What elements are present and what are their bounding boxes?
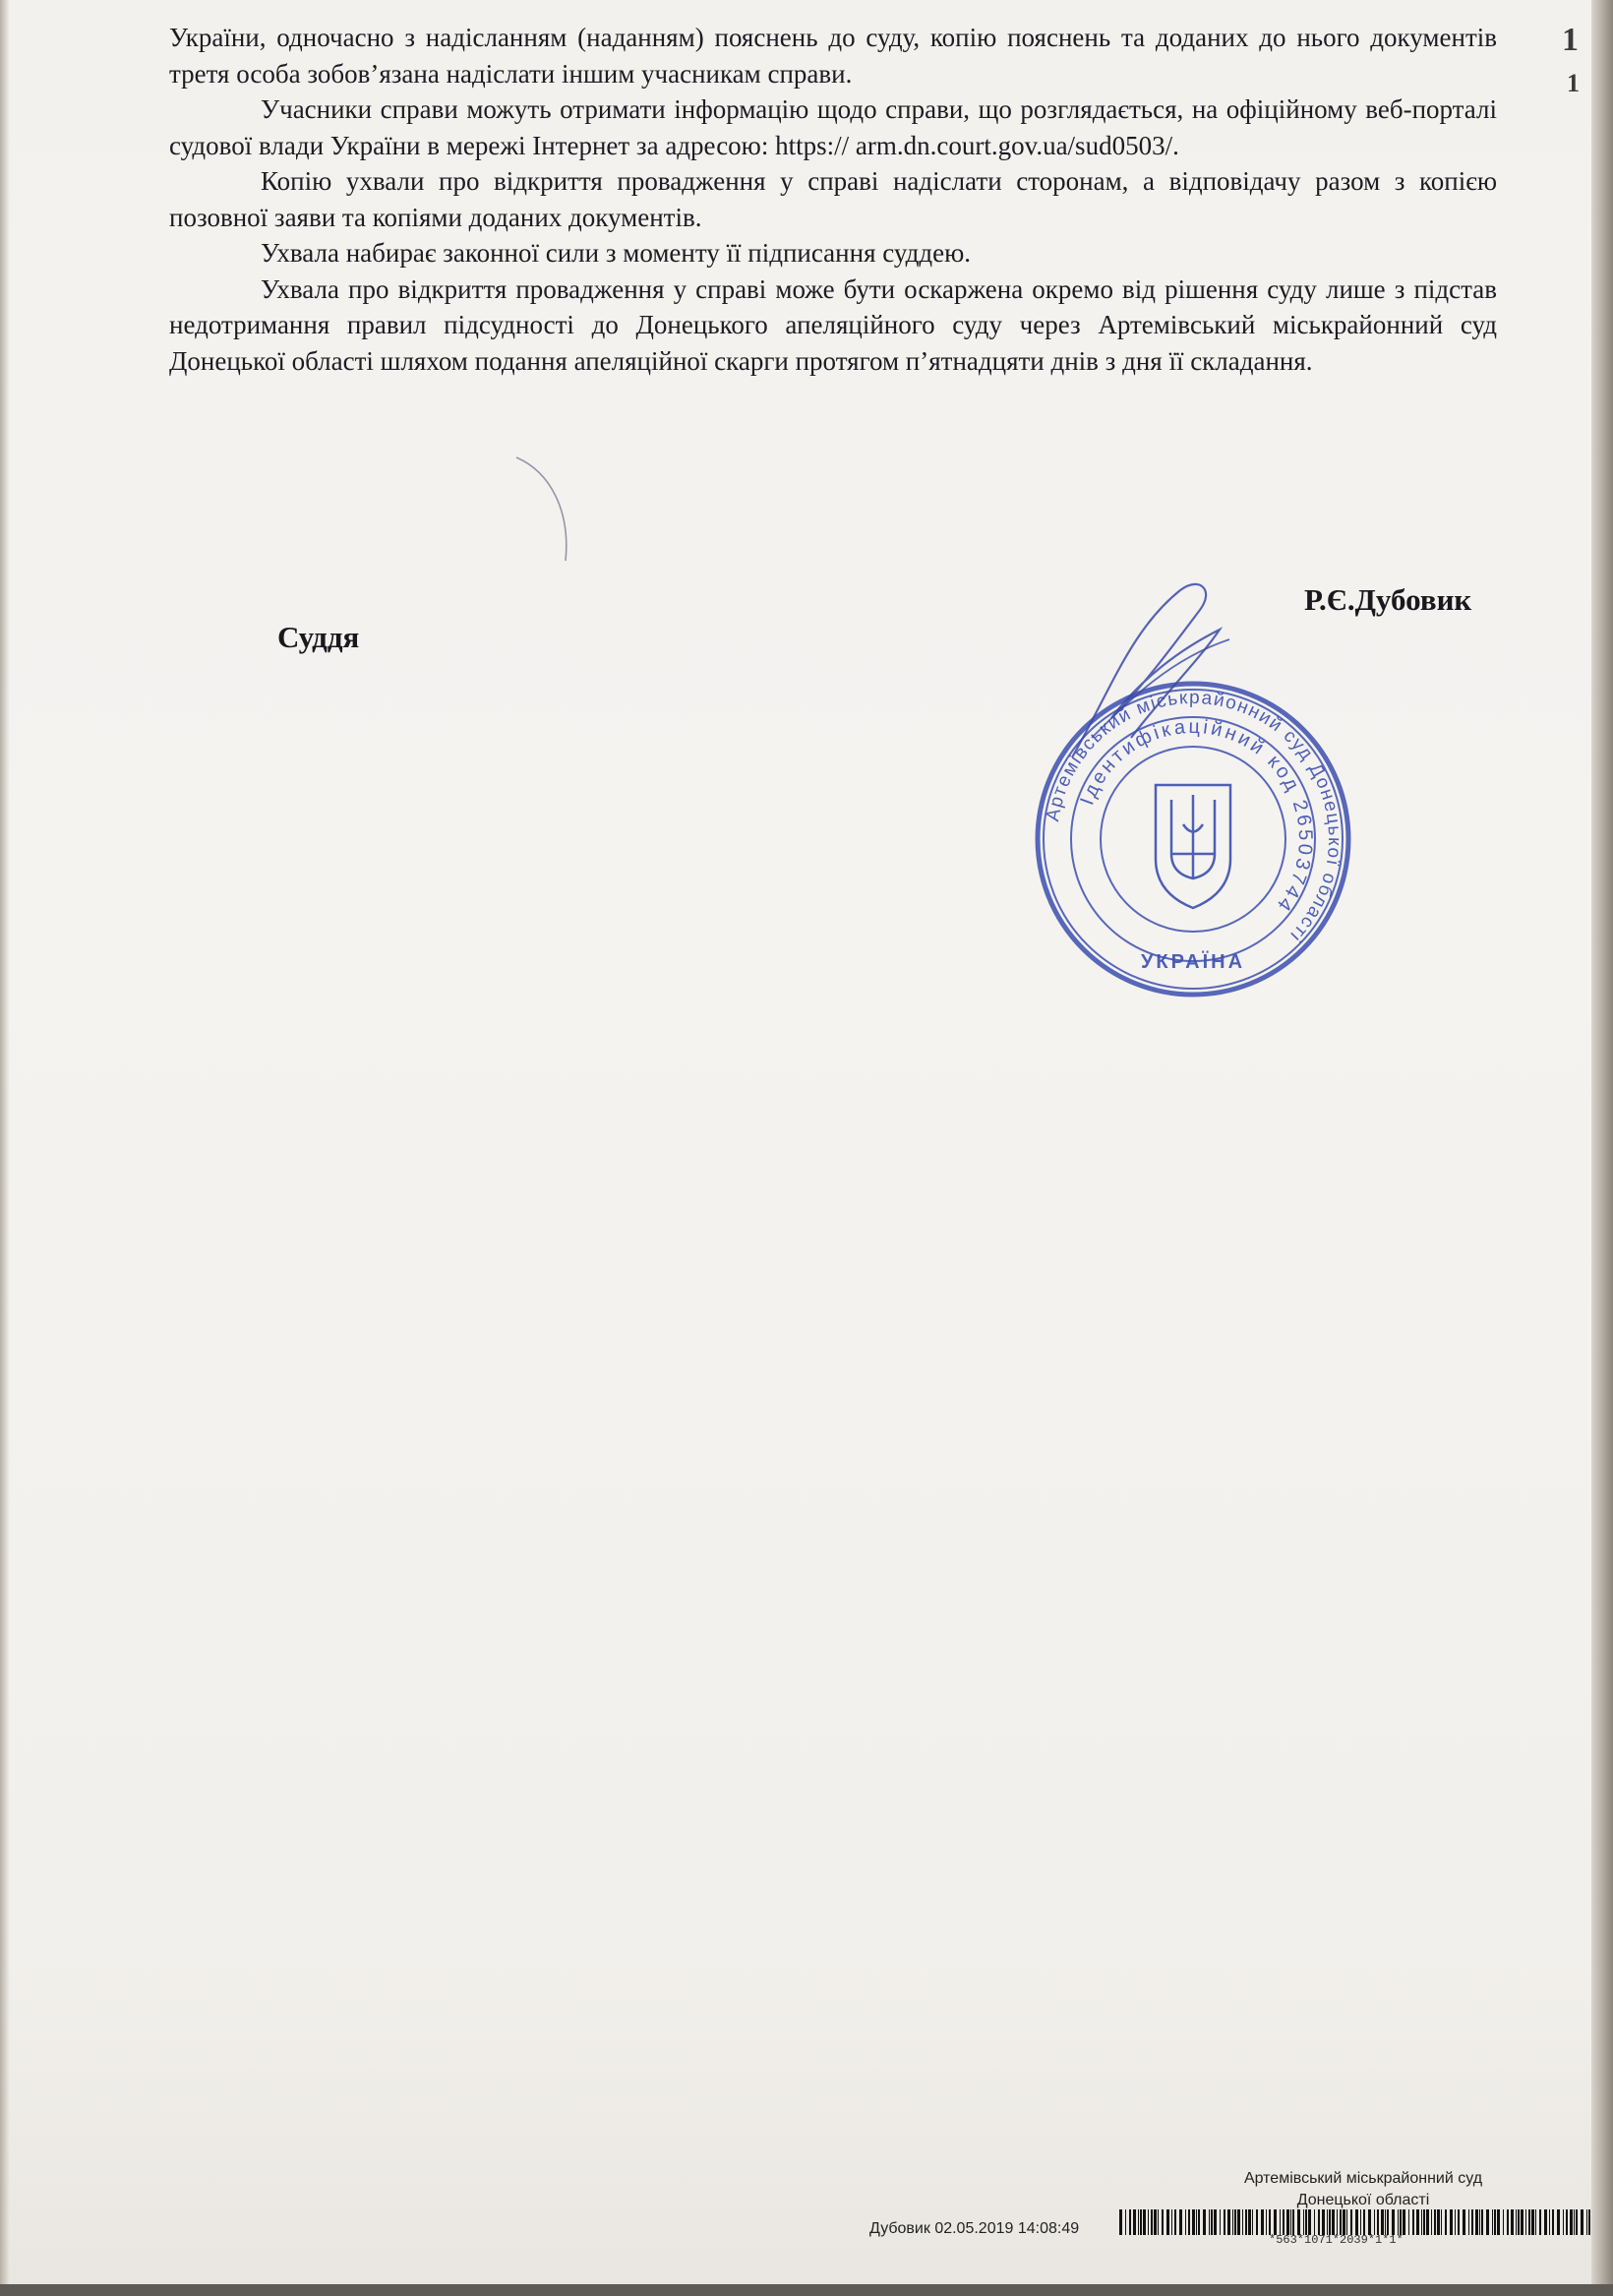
- page-mark-secondary: 1: [1567, 69, 1580, 97]
- footer-court-line2: Донецької області: [1296, 2192, 1430, 2208]
- trident-icon: [1156, 785, 1230, 908]
- page-right-edge: [1591, 0, 1613, 2296]
- page-mark: 1: [1562, 22, 1579, 58]
- seal-outer-text: Артемівський міськрайонний суд Донецької області: [1043, 687, 1345, 947]
- paragraph-continuation: України, одночасно з надісланням (наданням) пояснень до суду, копію пояснень та доданих до нього документів третя особа зобов’язана надіслати іншим учасникам справи.: [169, 23, 1497, 89]
- page-bottom-edge: [0, 2284, 1613, 2296]
- footer-barcode-text: *563*1071*2039*1*1*: [1269, 2233, 1404, 2247]
- seal-inner-text: Ідентифікаційний код 26503744: [1076, 715, 1317, 918]
- page-left-edge: [0, 0, 10, 2296]
- footer-court-name: [1225, 2168, 1501, 2211]
- pen-stroke-mark: [511, 453, 580, 571]
- judge-signature: [1052, 571, 1249, 767]
- judge-label: Суддя: [277, 620, 360, 654]
- paragraph-legal-force: Ухвала набирає законної сили з моменту її підписання суддею.: [261, 238, 972, 268]
- paragraph-copies: Копію ухвали про відкриття провадження у справі надіслати сторонам, а відповідачу разом з копією позовної заяви та копіями доданих документів.: [169, 166, 1497, 232]
- paragraph-appeal: Ухвала про відкриття провадження у справі може бути оскаржена окремо від рішення суду лише з підстав недотримання правил підсудності до Донецького апеляційного суду через Артемівський міськрайонний суд Донецької області шляхом подання апеляційної скарги протягом п’ятнадцяти днів з дня її складання.: [169, 273, 1497, 376]
- judge-name: Р.Є.Дубовик: [1304, 582, 1472, 617]
- paragraph-participants-info: Учасники справи можуть отримати інформацію щодо справи, що розглядається, на офіційному веб-порталі судової влади України в мережі Інтернет за адресою: https:// arm.dn.court.gov.ua/sud0503/.: [169, 94, 1497, 160]
- footer-court-line1: Артемівський міськрайонний суд: [1243, 2170, 1483, 2187]
- footer-barcode: [1119, 2209, 1591, 2235]
- document-body: [169, 20, 1497, 379]
- seal-country-text: УКРАЇНА: [1140, 951, 1246, 973]
- footer-signer-timestamp: Дубовик 02.05.2019 14:08:49: [869, 2220, 1080, 2237]
